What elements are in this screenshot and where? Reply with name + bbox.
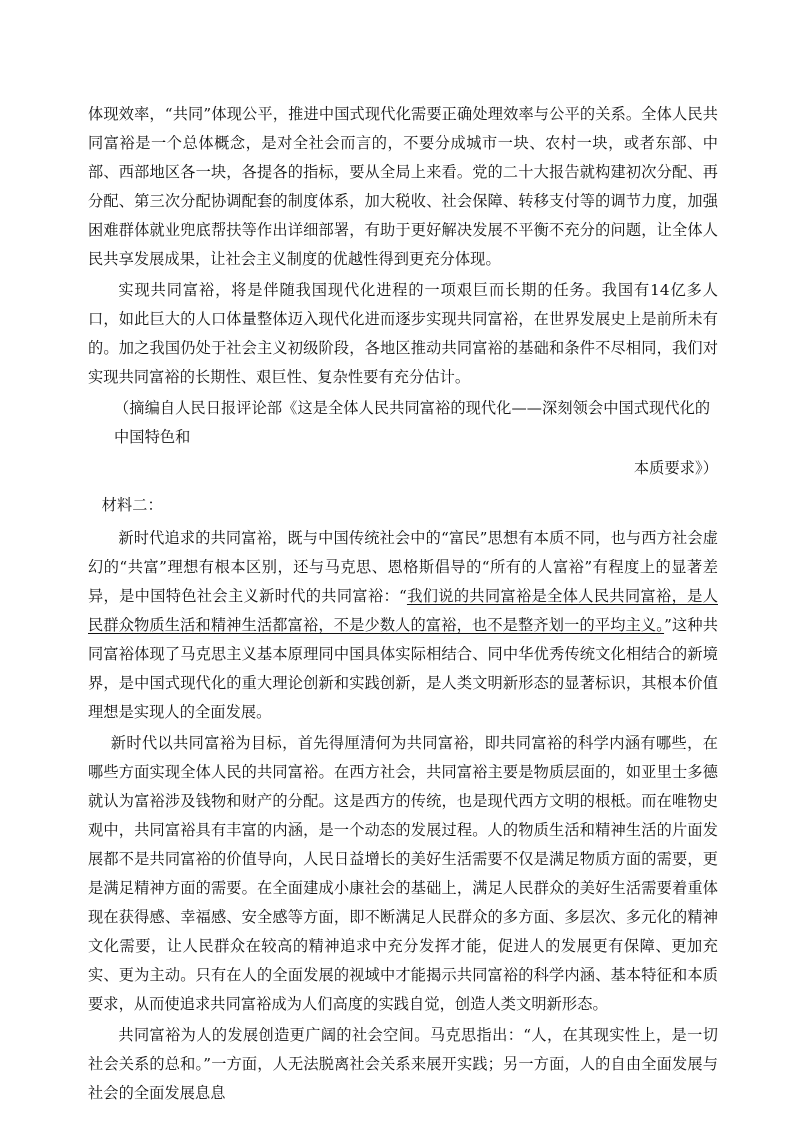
paragraph-efficiency-fairness: 体现效率，“共同”体现公平，推进中国式现代化需要正确处理效率与公平的关系。全体人民共同富裕是一个总体概念，是对全社会而言的，不要分成城市一块、农村一块，或者东部、中部、西部地区各一块，各提各的指标，要从全局上来看。党的二十大报告就构建初次分配、再分配、第三次分配协调配套的制度体系，加大税收、社会保障、转移支付等的调节力度，加强困难群体就业兜底帮扶等作出详细部署，有助于更好解决发展不平衡不充分的问题，让全体人民共享发展成果，让社会主义制度的优越性得到更充分体现。 <box>88 105 718 268</box>
paragraph-long-term-task: 实现共同富裕，将是伴随我国现代化进程的一项艰巨而长期的任务。我国有14亿多人口，如此巨大的人口体量整体迈入现代化进而逐步实现共同富裕，在世界发展史上是前所未有的。加之我国仍处于社会主义初级阶段，各地区推动共同富裕的基础和条件不尽相同，我们对实现共同富裕的长期性、艰巨性、复杂性要有充分估计。 <box>88 281 718 386</box>
paragraph-new-era-tail: ”这种共同富裕体现了马克思主义基本原理同中国具体实际相结合、同中华优秀传统文化相结合的新境界，是中国式现代化的重大理论创新和实践创新，是人类文明新形态的显著标识，其根本价值理想是实现人的全面发展。 <box>88 616 719 721</box>
source-citation: （摘编自人民日报评论部《这是全体人民共同富裕的现代化——深刻领会中国式现代化的中国特色和 <box>114 399 711 446</box>
document-body <box>88 100 718 1110</box>
paragraph-new-era-prosperity <box>88 524 718 727</box>
paragraph-social-space: 共同富裕为人的发展创造更广阔的社会空间。马克思指出：“人，在其现实性上，是一切社会关系的总和。”一方面，人无法脱离社会关系来展开实践；另一方面，人的自由全面发展与社会的全面发展息息 <box>88 1026 718 1102</box>
paragraph-new-era-lead: 新时代追求的共同富裕，既与中国传统社会中的“富民”思想有本质不同，也与西方社会虚幻的“共富”理想有根本区别，还与马克思、恩格斯倡导的“所有的人富裕”有程度上的显著差异，是中国特色社会主义新时代的共同富裕：“ <box>88 529 718 605</box>
source-citation-end: 本质要求》） <box>633 459 718 477</box>
material-two-heading: 材料二： <box>101 496 163 514</box>
underlined-quote: 我们说的共同富裕是全体人民共同富裕，是人民群众物质生活和精神生活都富裕，不是少数人的富裕，也不是整齐划一的平均主义。 <box>88 587 718 634</box>
paragraph-scientific-connotation: 新时代以共同富裕为目标，首先得厘清何为共同富裕，即共同富裕的科学内涵有哪些，在哪些方面实现全体人民的共同富裕。在西方社会，共同富裕主要是物质层面的，如亚里士多德就认为富裕涉及钱物和财产的分配。这是西方的传统，也是现代西方文明的根柢。而在唯物史观中，共同富裕具有丰富的内涵，是一个动态的发展过程。人的物质生活和精神生活的片面发展都不是共同富裕的价值导向，人民日益增长的美好生活需要不仅是满足物质方面的需要，更是满足精神方面的需要。在全面建成小康社会的基础上，满足人民群众的美好生活需要着重体现在获得感、幸福感、安全感等方面，即不断满足人民群众的多方面、多层次、多元化的精神文化需要，让人民群众在较高的精神追求中充分发挥才能，促进人的发展更有保障、更加充实、更为主动。只有在人的全面发展的视域中才能揭示共同富裕的科学内涵、基本特征和本质要求，从而使追求共同富裕成为人们高度的实践自觉，创造人类文明新形态。 <box>88 734 718 1013</box>
